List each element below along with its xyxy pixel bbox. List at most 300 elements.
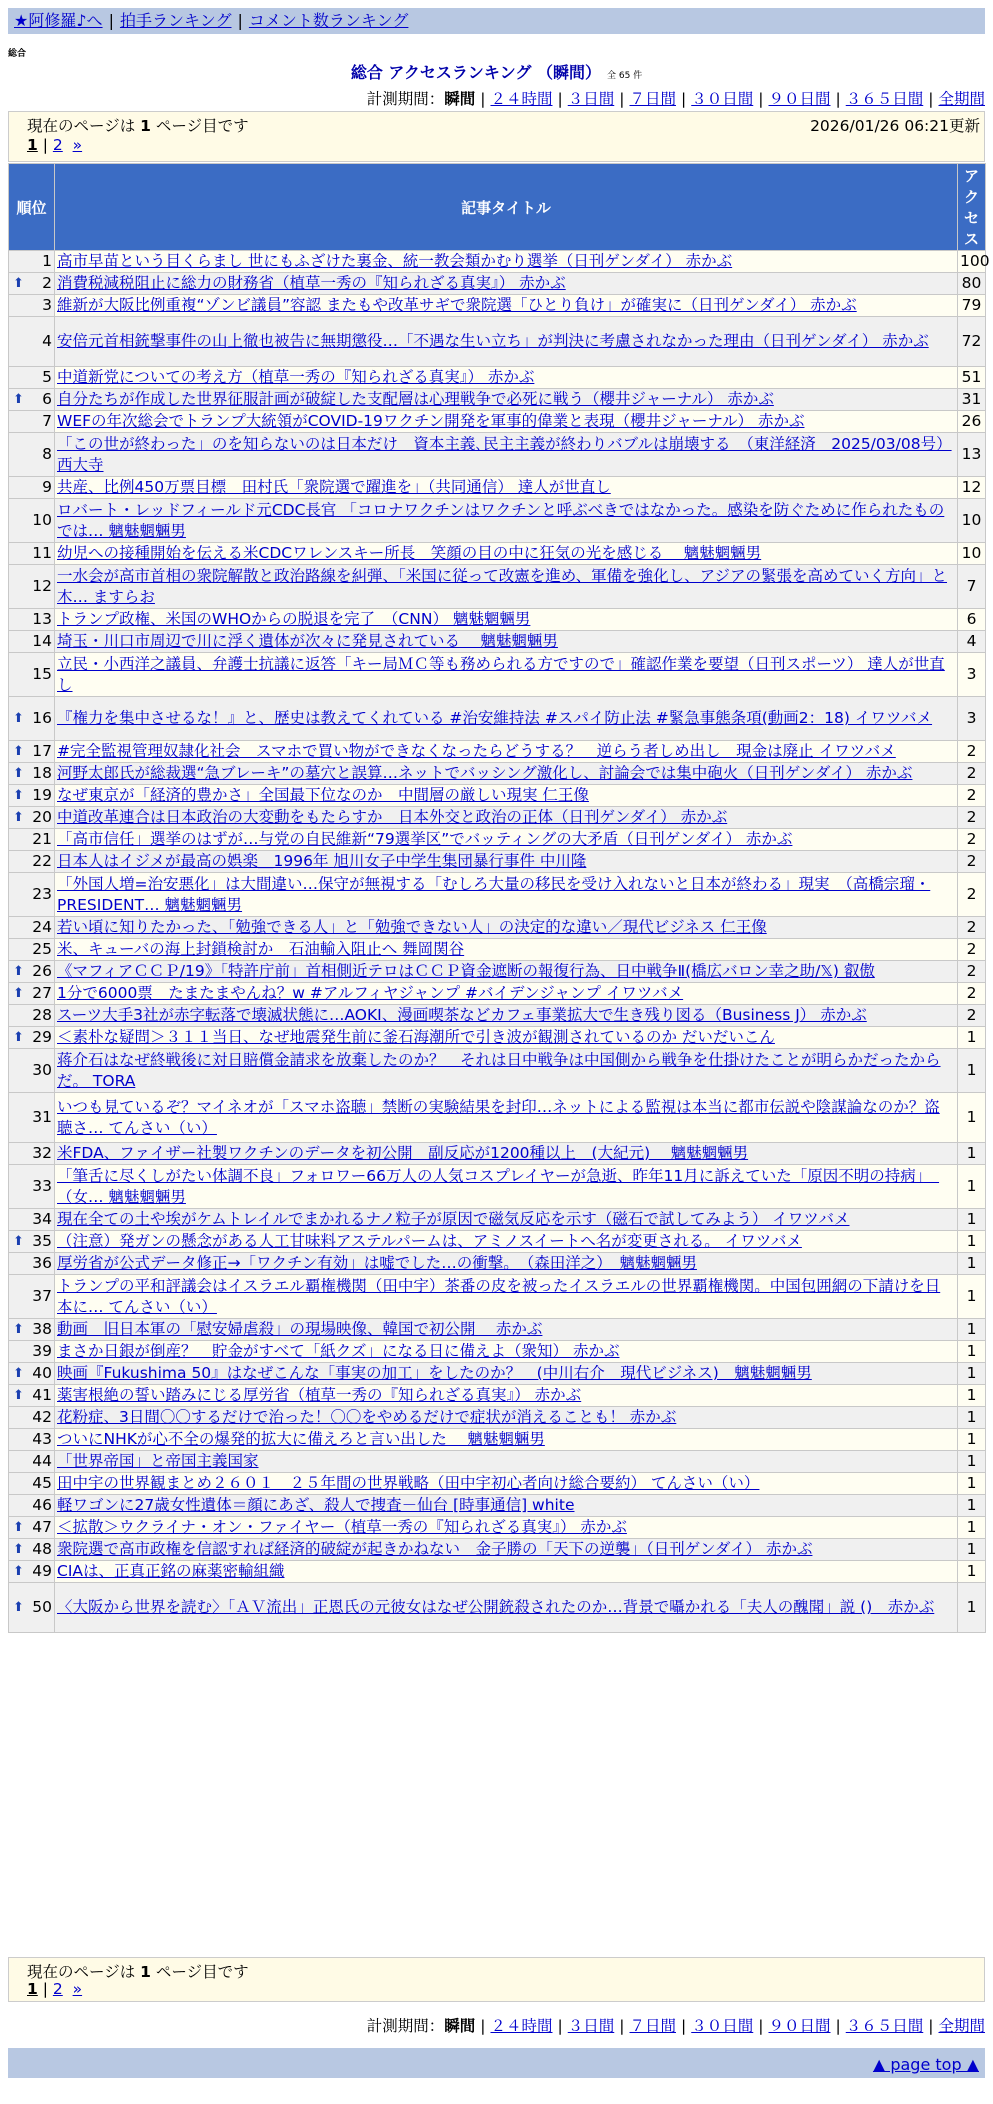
page-2-link[interactable]: 2 — [52, 1980, 63, 1998]
period-item[interactable]: 全期間 — [938, 2017, 985, 2035]
article-title-link[interactable]: 共産、比例450万票目標 田村氏「衆院選で躍進を」（共同通信） 達人が世直し — [57, 478, 611, 496]
title-cell — [55, 477, 958, 499]
comment-ranking-link[interactable]: コメント数ランキング — [248, 11, 409, 30]
access-count: 80 — [958, 273, 986, 295]
rank-number: 27 — [32, 984, 52, 1002]
rank-up-arrow-icon: ⬆ — [13, 1234, 24, 1249]
article-title-link[interactable]: 「この世が終わった」のを知らないのは日本だけ 資本主義､民主主義が終わりバブルは崩壊する （東洋経済 2025/03/08号） 西大寺 — [57, 434, 952, 474]
rank-number: 21 — [32, 830, 52, 848]
rank-cell — [9, 1539, 55, 1561]
title-cell — [55, 829, 958, 851]
title-cell — [55, 251, 958, 273]
table-row — [9, 1363, 986, 1385]
table-row — [9, 829, 986, 851]
period-item[interactable]: ２４時間 — [490, 2017, 553, 2035]
rank-cell — [9, 807, 55, 829]
access-count: 2 — [958, 983, 986, 1005]
access-count: 10 — [958, 499, 986, 543]
rank-cell — [9, 543, 55, 565]
table-row — [9, 873, 986, 917]
rank-number: 5 — [42, 368, 52, 386]
rank-number: 19 — [32, 786, 52, 804]
article-title-link[interactable]: 立民・小西洋之議員、弁護士抗議に返答「キー局ＭＣ等も務められる方ですので」確認作業を要望（日刊スポーツ） 達人が世直し — [57, 654, 945, 694]
title-cell — [55, 785, 958, 807]
access-count: 1 — [958, 1027, 986, 1049]
rank-cell — [9, 1451, 55, 1473]
article-title-link[interactable]: ＜素朴な疑問＞３１１当日、なぜ地震発生前に釜石海潮所で引き波が観測されているのか だいだいこん — [57, 1028, 775, 1046]
access-count: 1 — [958, 1539, 986, 1561]
rank-cell — [9, 433, 55, 477]
table-row — [9, 785, 986, 807]
access-count: 2 — [958, 807, 986, 829]
rank-cell — [9, 411, 55, 433]
rank-cell — [9, 367, 55, 389]
period-item[interactable]: ３６５日間 — [845, 90, 924, 108]
article-title-link[interactable]: 「外国人増=治安悪化」は大間違い…保守が無視する「むしろ大量の移民を受け入れないと日本が終わる」現実 （高橋宗瑠・PRESIDENT… 魑魅魍魎男 — [57, 874, 931, 914]
rank-number: 2 — [42, 274, 52, 292]
rank-number: 33 — [32, 1177, 52, 1195]
rank-cell — [9, 961, 55, 983]
rank-number: 40 — [32, 1364, 52, 1382]
table-row — [9, 1429, 986, 1451]
page-info-top: 現在のページは 1 ページ目です 2026/01/26 06:21更新 1 | 2 » — [8, 111, 985, 162]
rank-cell — [9, 1253, 55, 1275]
rank-cell — [9, 983, 55, 1005]
rank-up-arrow-icon: ⬆ — [13, 1388, 24, 1403]
title-cell — [55, 433, 958, 477]
title-cell — [55, 1407, 958, 1429]
title-cell — [55, 1027, 958, 1049]
rank-number: 39 — [32, 1342, 52, 1360]
title-cell — [55, 917, 958, 939]
period-item[interactable]: ２４時間 — [490, 90, 553, 108]
page-info-bottom: 現在のページは 1 ページ目です 1 | 2 » — [8, 1957, 985, 2002]
ranking-table — [8, 163, 990, 1633]
access-count: 1 — [958, 1165, 986, 1209]
table-row — [9, 389, 986, 411]
rank-up-arrow-icon: ⬆ — [13, 711, 24, 726]
period-item[interactable]: ３０日間 — [691, 90, 754, 108]
article-title-link[interactable]: 花粉症、3日間〇〇するだけで治った！〇〇をやめるだけで症状が消えることも！ 赤かぶ — [57, 1408, 677, 1426]
title-cell — [55, 961, 958, 983]
table-row — [9, 961, 986, 983]
article-title-link[interactable]: なぜ東京が「経済的豊かさ」全国最下位なのか 中間層の厳しい現実 仁王像 — [57, 786, 589, 804]
genre-label: 総合 — [8, 49, 27, 59]
rank-header: 順位 — [9, 164, 55, 251]
access-count: 2 — [958, 873, 986, 917]
rank-cell — [9, 873, 55, 917]
access-count: 1 — [958, 1385, 986, 1407]
article-title-link[interactable]: 「高市信任」選挙のはずが…与党の自民維新“79選挙区”でバッティングの大矛盾（日刊ゲンダイ） 赤かぶ — [57, 830, 793, 848]
article-title-link[interactable]: 安倍元首相銃撃事件の山上徹也被告に無期懲役…「不遇な生い立ち」が判決に考慮されなかった理由（日刊ゲンダイ） 赤かぶ — [57, 332, 929, 350]
access-count: 2 — [958, 917, 986, 939]
rank-up-arrow-icon: ⬆ — [13, 986, 24, 1001]
rank-cell — [9, 741, 55, 763]
table-row — [9, 1407, 986, 1429]
article-title-link[interactable]: 自分たちが作成した世界征服計画が破綻した支配層は心理戦争で必死に戦う（櫻井ジャーナル） 赤かぶ — [57, 390, 774, 408]
rank-number: 18 — [32, 764, 52, 782]
access-count: 1 — [958, 1143, 986, 1165]
rank-number: 34 — [32, 1210, 52, 1228]
article-title-link[interactable]: 蒋介石はなぜ終戦後に対日賠償金請求を放棄したのか？ それは日中戦争は中国側から戦争を仕掛けたことが明らかだったからだ。 TORA — [57, 1050, 941, 1090]
article-title-link[interactable]: 米、キューバの海上封鎖検討か 石油輸入阻止へ 舞岡関谷 — [57, 940, 465, 958]
period-separator: | — [619, 2017, 625, 2035]
period-separator: | — [928, 2017, 934, 2035]
rank-number: 7 — [42, 412, 52, 430]
rank-cell — [9, 1231, 55, 1253]
article-title-link[interactable]: 日本人はイジメが最高の娯楽＿1996年 旭川女子中学生集団暴行事件 中川隆 — [57, 852, 587, 870]
title-cell — [55, 1451, 958, 1473]
period-item[interactable]: ３日間 — [567, 90, 615, 108]
rank-up-arrow-icon: ⬆ — [13, 1322, 24, 1337]
page-1-current: 1 — [27, 136, 38, 154]
table-row — [9, 983, 986, 1005]
article-title-link[interactable]: 高市早苗という目くらまし 世にもふざけた裏金、統一教会類かむり選挙（日刊ゲンダイ） 赤かぶ — [57, 252, 733, 270]
article-title-link[interactable]: トランプ政権、米国のWHOからの脱退を完了 （CNN） 魑魅魍魎男 — [57, 610, 531, 628]
table-row — [9, 273, 986, 295]
rank-number: 43 — [32, 1430, 52, 1448]
table-row — [9, 851, 986, 873]
article-title-link[interactable]: 河野太郎氏が総裁選“急ブレーキ”の墓穴と誤算…ネットでバッシング激化し、討論会では集中砲火（日刊ゲンダイ） 赤かぶ — [57, 764, 913, 782]
title-cell — [55, 1583, 958, 1633]
rank-cell — [9, 1561, 55, 1583]
rank-number: 49 — [32, 1562, 52, 1580]
title-cell — [55, 1341, 958, 1363]
access-count: 1 — [958, 1495, 986, 1517]
table-row — [9, 1209, 986, 1231]
rank-number: 38 — [32, 1320, 52, 1338]
bottom-bar — [8, 2048, 985, 2078]
table-row — [9, 631, 986, 653]
access-count: 2 — [958, 829, 986, 851]
clap-ranking-link[interactable]: 拍手ランキング — [119, 11, 232, 30]
article-title-link[interactable]: 厚労省が公式データ修正→「ワクチン有効」は嘘でした…の衝撃。 （森田洋之） 魑魅魍魎男 — [57, 1254, 697, 1272]
period-item[interactable]: ７日間 — [629, 90, 676, 108]
rank-cell — [9, 1275, 55, 1319]
rank-cell — [9, 1517, 55, 1539]
page-title: 総合 アクセスランキング （瞬間） 全 65 件 — [350, 63, 643, 82]
access-count: 1 — [958, 1049, 986, 1093]
access-count: 7 — [958, 565, 986, 609]
table-row — [9, 1253, 986, 1275]
rank-up-arrow-icon: ⬆ — [13, 766, 24, 781]
access-count: 1 — [958, 1407, 986, 1429]
access-count: 1 — [958, 1583, 986, 1633]
table-row — [9, 741, 986, 763]
table-row — [9, 1275, 986, 1319]
rank-cell — [9, 653, 55, 697]
article-title-link[interactable]: 「世界帝国」と帝国主義国家 — [57, 1452, 259, 1470]
rank-number: 17 — [32, 742, 52, 760]
table-row — [9, 251, 986, 273]
rank-number: 8 — [42, 445, 52, 463]
period-item[interactable]: ３０日間 — [691, 2017, 754, 2035]
rank-number: 46 — [32, 1496, 52, 1514]
title-cell — [55, 499, 958, 543]
article-title-link[interactable]: #完全監視管理奴隷化社会 スマホで買い物ができなくなったらどうする？ 逆らう者しめ出し 現金は廃止 イワツバメ — [57, 742, 896, 760]
rank-cell — [9, 389, 55, 411]
title-cell — [55, 1319, 958, 1341]
access-count: 10 — [958, 543, 986, 565]
rank-cell — [9, 829, 55, 851]
article-title-link[interactable]: 軽ワゴンに27歳女性遺体＝顔にあざ、殺人で捜査－仙台 [時事通信] white — [57, 1496, 575, 1514]
table-row — [9, 295, 986, 317]
title-cell — [55, 1385, 958, 1407]
rank-number: 20 — [32, 808, 52, 826]
period-separator: | — [480, 90, 486, 108]
rank-cell — [9, 1319, 55, 1341]
table-row — [9, 317, 986, 367]
table-row — [9, 763, 986, 785]
period-separator: | — [928, 90, 934, 108]
rank-up-arrow-icon: ⬆ — [13, 1030, 24, 1045]
article-title-link[interactable]: 衆院選で高市政権を信認すれば経済的破綻が起きかねない 金子勝の「天下の逆襲」（日刊ゲンダイ） 赤かぶ — [57, 1540, 813, 1558]
article-title-link[interactable]: 中道新党についての考え方（植草一秀の『知られざる真実』） 赤かぶ — [57, 368, 535, 386]
title-cell — [55, 273, 958, 295]
rank-number: 16 — [32, 709, 52, 727]
rank-cell — [9, 1143, 55, 1165]
table-row — [9, 1165, 986, 1209]
rank-number: 42 — [32, 1408, 52, 1426]
access-count: 12 — [958, 477, 986, 499]
rank-up-arrow-icon: ⬆ — [13, 276, 24, 291]
table-row — [9, 411, 986, 433]
title-cell — [55, 1275, 958, 1319]
period-item: 瞬間 — [444, 90, 476, 108]
title-cell — [55, 1539, 958, 1561]
article-title-link[interactable]: 消費税減税阻止に総力の財務省（植草一秀の『知られざる真実』） 赤かぶ — [57, 274, 566, 292]
title-cell — [55, 565, 958, 609]
title-cell — [55, 411, 958, 433]
table-row — [9, 1027, 986, 1049]
table-row — [9, 609, 986, 631]
title-cell — [55, 389, 958, 411]
rank-number: 11 — [32, 544, 52, 562]
access-count: 1 — [958, 1363, 986, 1385]
article-title-link[interactable]: 一水会が高市首相の衆院解散と政治路線を糾弾、「米国に従って改憲を進め、軍備を強化し、アジアの緊張を高めていく方向」と木… ますらお — [57, 566, 948, 606]
rank-number: 32 — [32, 1144, 52, 1162]
title-cell — [55, 807, 958, 829]
home-link[interactable]: ★阿修羅♪へ — [14, 11, 103, 30]
next-page-link[interactable]: » — [72, 1980, 83, 1998]
access-count: 3 — [958, 697, 986, 741]
access-count: 1 — [958, 1341, 986, 1363]
title-cell — [55, 1005, 958, 1027]
article-title-link[interactable]: 若い頃に知りたかった、「勉強できる人」と「勉強できない人」の決定的な違い／現代ビジネス 仁王像 — [57, 918, 767, 936]
access-count: 4 — [958, 631, 986, 653]
rank-cell — [9, 477, 55, 499]
article-title-link[interactable]: 中道改革連合は日本政治の大変動をもたらすか 日本外交と政治の正体（日刊ゲンダイ） 赤かぶ — [57, 808, 728, 826]
rank-number: 44 — [32, 1452, 52, 1470]
title-cell — [55, 1561, 958, 1583]
rank-up-arrow-icon: ⬆ — [13, 1600, 24, 1615]
title-cell — [55, 741, 958, 763]
table-row — [9, 543, 986, 565]
rank-up-arrow-icon: ⬆ — [13, 964, 24, 979]
article-title-link[interactable]: 『権力を集中させるな！』と、歴史は教えてくれている #治安維持法 #スパイ防止法 #緊急事態条項(動画2：18) イワツバメ — [57, 709, 933, 727]
rank-up-arrow-icon: ⬆ — [13, 392, 24, 407]
access-count: 1 — [958, 1209, 986, 1231]
count-header: アクセス — [958, 164, 986, 251]
table-row — [9, 939, 986, 961]
rank-cell — [9, 251, 55, 273]
title-cell — [55, 939, 958, 961]
table-row — [9, 1473, 986, 1495]
rank-number: 9 — [42, 478, 52, 496]
table-row — [9, 917, 986, 939]
period-item[interactable]: ９０日間 — [768, 2017, 831, 2035]
period-item[interactable]: ９０日間 — [768, 90, 831, 108]
period-separator: | — [681, 2017, 687, 2035]
title-cell — [55, 1209, 958, 1231]
title-cell — [55, 543, 958, 565]
title-header: 記事タイトル — [55, 164, 958, 251]
table-row — [9, 1539, 986, 1561]
table-row — [9, 807, 986, 829]
article-title-link[interactable]: 田中宇の世界観まとめ２６０１ ２５年間の世界戦略（田中宇初心者向け総合要約） てんさい（い） — [57, 1474, 760, 1492]
rank-cell — [9, 1093, 55, 1143]
rank-number: 41 — [32, 1386, 52, 1404]
rank-number: 35 — [32, 1232, 52, 1250]
rank-cell — [9, 1049, 55, 1093]
rank-number: 48 — [32, 1540, 52, 1558]
access-count: 72 — [958, 317, 986, 367]
article-title-link[interactable]: トランプの平和評議会はイスラエル覇権機関（田中宇）茶番の皮を被ったイスラエルの世界覇権機関。中国包囲網の下請けを日本に… てんさい（い） — [57, 1276, 941, 1316]
period-separator: | — [758, 2017, 764, 2035]
table-row — [9, 1049, 986, 1093]
access-count: 6 — [958, 609, 986, 631]
access-count: 13 — [958, 433, 986, 477]
article-title-link[interactable]: WEFの年次総会でトランプ大統領がCOVID-19ワクチン開発を軍事的偉業と表現（櫻井ジャーナル） 赤かぶ — [57, 412, 805, 430]
access-count: 79 — [958, 295, 986, 317]
table-row — [9, 697, 986, 741]
access-count: 1 — [958, 1451, 986, 1473]
access-count: 2 — [958, 961, 986, 983]
article-title-link[interactable]: 「筆舌に尽くしがたい体調不良」フォロワー66万人の人気コスプレイヤーが急逝、昨年11月に訴えていた「原因不明の持病」 （女… 魑魅魍魎男 — [57, 1166, 940, 1206]
article-title-link[interactable]: ロバート・レッドフィールド元CDC長官 「コロナワクチンはワクチンと呼ぶべきではなかった。感染を防ぐために作られたものでは… 魑魅魍魎男 — [57, 500, 945, 540]
article-title-link[interactable]: 薬害根絶の誓い踏みにじる厚労省（植草一秀の『知られざる真実』） 赤かぶ — [57, 1386, 582, 1404]
title-cell — [55, 1429, 958, 1451]
title-cell — [55, 983, 958, 1005]
rank-cell — [9, 1209, 55, 1231]
article-title-link[interactable]: ＜拡散＞ウクライナ・オン・ファイヤー（植草一秀の『知られざる真実』） 赤かぶ — [57, 1518, 627, 1536]
article-title-link[interactable]: 映画『Fukushima 50』はなぜこんな「事実の加工」をしたのか？ (中川右介 現代ビジネス) 魑魅魍魎男 — [57, 1364, 812, 1382]
rank-number: 28 — [32, 1006, 52, 1024]
period-item[interactable]: ７日間 — [629, 2017, 676, 2035]
table-row — [9, 1385, 986, 1407]
rank-number: 25 — [32, 940, 52, 958]
access-count: 1 — [958, 1093, 986, 1143]
access-count: 1 — [958, 1517, 986, 1539]
title-cell — [55, 1049, 958, 1093]
article-title-link[interactable]: 〈大阪から世界を読む〉「ＡＶ流出」正恩氏の元彼女はなぜ公開銃殺されたのか…背景で囁かれる「夫人の醜聞」説 () 赤かぶ — [57, 1598, 935, 1616]
article-title-link[interactable]: 《マフィアＣＣＰ/19》「特許庁前」首相側近テロはＣＣＰ資金遮断の報復行為、日中戦争Ⅱ(橋広バロン幸之助/𝕏) 叡傲 — [57, 962, 875, 980]
table-row — [9, 1451, 986, 1473]
rank-cell — [9, 1495, 55, 1517]
article-title-link[interactable]: 幼児への接種開始を伝える米CDCワレンスキー所長 笑顔の目の中に狂気の光を感じる 魑魅魍魎男 — [57, 544, 762, 562]
table-row — [9, 1231, 986, 1253]
rank-up-arrow-icon: ⬆ — [13, 1366, 24, 1381]
article-title-link[interactable]: 動画 旧日本軍の「慰安婦虐殺」の現場映像、韓国で初公開 赤かぶ — [57, 1320, 543, 1338]
period-item[interactable]: ３６５日間 — [845, 2017, 924, 2035]
access-count: 2 — [958, 939, 986, 961]
article-title-link[interactable]: ついにNHKが心不全の爆発的拡大に備えろと言い出した 魑魅魍魎男 — [57, 1430, 545, 1448]
title-cell — [55, 1253, 958, 1275]
rank-cell — [9, 1407, 55, 1429]
access-count: 2 — [958, 785, 986, 807]
table-row — [9, 1583, 986, 1633]
rank-cell — [9, 499, 55, 543]
table-row — [9, 433, 986, 477]
period-label: 計測期間： — [366, 90, 445, 108]
period-item[interactable]: ３日間 — [567, 2017, 615, 2035]
article-title-link[interactable]: 維新が大阪比例重複“ゾンビ議員”容認 またもや改革サギで衆院選「ひとり負け」が確実に（日刊ゲンダイ） 赤かぶ — [57, 296, 857, 314]
rank-cell — [9, 295, 55, 317]
page-2-link[interactable]: 2 — [52, 136, 63, 154]
access-count: 2 — [958, 763, 986, 785]
table-row — [9, 1517, 986, 1539]
article-title-link[interactable]: 1分で6000票 たまたまやんね？w #アルフィヤジャンプ #バイデンジャンプ イワツバメ — [57, 984, 684, 1002]
period-separator: | — [835, 2017, 841, 2035]
period-separator: | — [619, 90, 625, 108]
table-row — [9, 1093, 986, 1143]
rank-cell — [9, 785, 55, 807]
period-separator: | — [835, 90, 841, 108]
rank-number: 3 — [42, 296, 52, 314]
period-selector-bottom — [367, 2014, 985, 2036]
period-separator: | — [681, 90, 687, 108]
pagination-bottom: 1 | 2 » — [27, 1980, 83, 1998]
rank-cell — [9, 1363, 55, 1385]
rank-number: 45 — [32, 1474, 52, 1492]
access-count: 2 — [958, 851, 986, 873]
rank-number: 6 — [42, 390, 52, 408]
table-row — [9, 653, 986, 697]
table-row — [9, 499, 986, 543]
access-count: 100 — [958, 251, 986, 273]
rank-number: 47 — [32, 1518, 52, 1536]
page-top-link[interactable]: ▲ page top ▲ — [872, 2055, 979, 2074]
access-count: 1 — [958, 1275, 986, 1319]
article-title-link[interactable]: まさか日銀が倒産？ 貯金がすべて「紙クズ」になる日に備えよ（衆知） 赤かぶ — [57, 1342, 620, 1360]
period-selector-top — [367, 87, 985, 109]
rank-number: 13 — [32, 610, 52, 628]
title-cell — [55, 851, 958, 873]
rank-number: 24 — [32, 918, 52, 936]
article-title-link[interactable]: いつも見ているぞ？マイネオが「スマホ盗聴」禁断の実験結果を封印…ネットによる監視は本当に都市伝説や陰謀論なのか？盗聴さ… てんさい（い） — [57, 1097, 940, 1137]
article-title-link[interactable]: 米FDA、ファイザー社製ワクチンのデータを初公開 副反応が1200種以上 (大紀元) 魑魅魍魎男 — [57, 1144, 749, 1162]
rank-cell — [9, 851, 55, 873]
period-item[interactable]: 全期間 — [938, 90, 985, 108]
period-separator: | — [557, 2017, 563, 2035]
rank-cell — [9, 631, 55, 653]
article-title-link[interactable]: 埼玉・川口市周辺で川に浮く遺体が次々に発見されている 魑魅魍魎男 — [57, 632, 558, 650]
rank-cell — [9, 763, 55, 785]
article-title-link[interactable]: 現在全ての土や埃がケムトレイルでまかれるナノ粒子が原因で磁気反応を示す（磁石で試してみよう） イワツバメ — [57, 1210, 850, 1228]
rank-number: 37 — [32, 1287, 52, 1305]
article-title-link[interactable]: スーツ大手3社が赤字転落で壊滅状態に…AOKI、漫画喫茶などカフェ事業拡大で生き残り図る（Business J） 赤かぶ — [57, 1006, 867, 1024]
rank-cell — [9, 697, 55, 741]
table-row — [9, 1561, 986, 1583]
rank-cell — [9, 317, 55, 367]
rank-cell — [9, 1005, 55, 1027]
updated-timestamp: 2026/01/26 06:21更新 — [810, 117, 980, 135]
table-row — [9, 565, 986, 609]
article-title-link[interactable]: （注意）発ガンの懸念がある人工甘味料アステルパームは、アミノスイートへ名が変更される。 イワツバメ — [57, 1232, 802, 1250]
rank-cell — [9, 1385, 55, 1407]
article-title-link[interactable]: CIAは、正真正銘の麻薬密輸組織 — [57, 1562, 285, 1580]
next-page-link[interactable]: » — [72, 136, 83, 154]
